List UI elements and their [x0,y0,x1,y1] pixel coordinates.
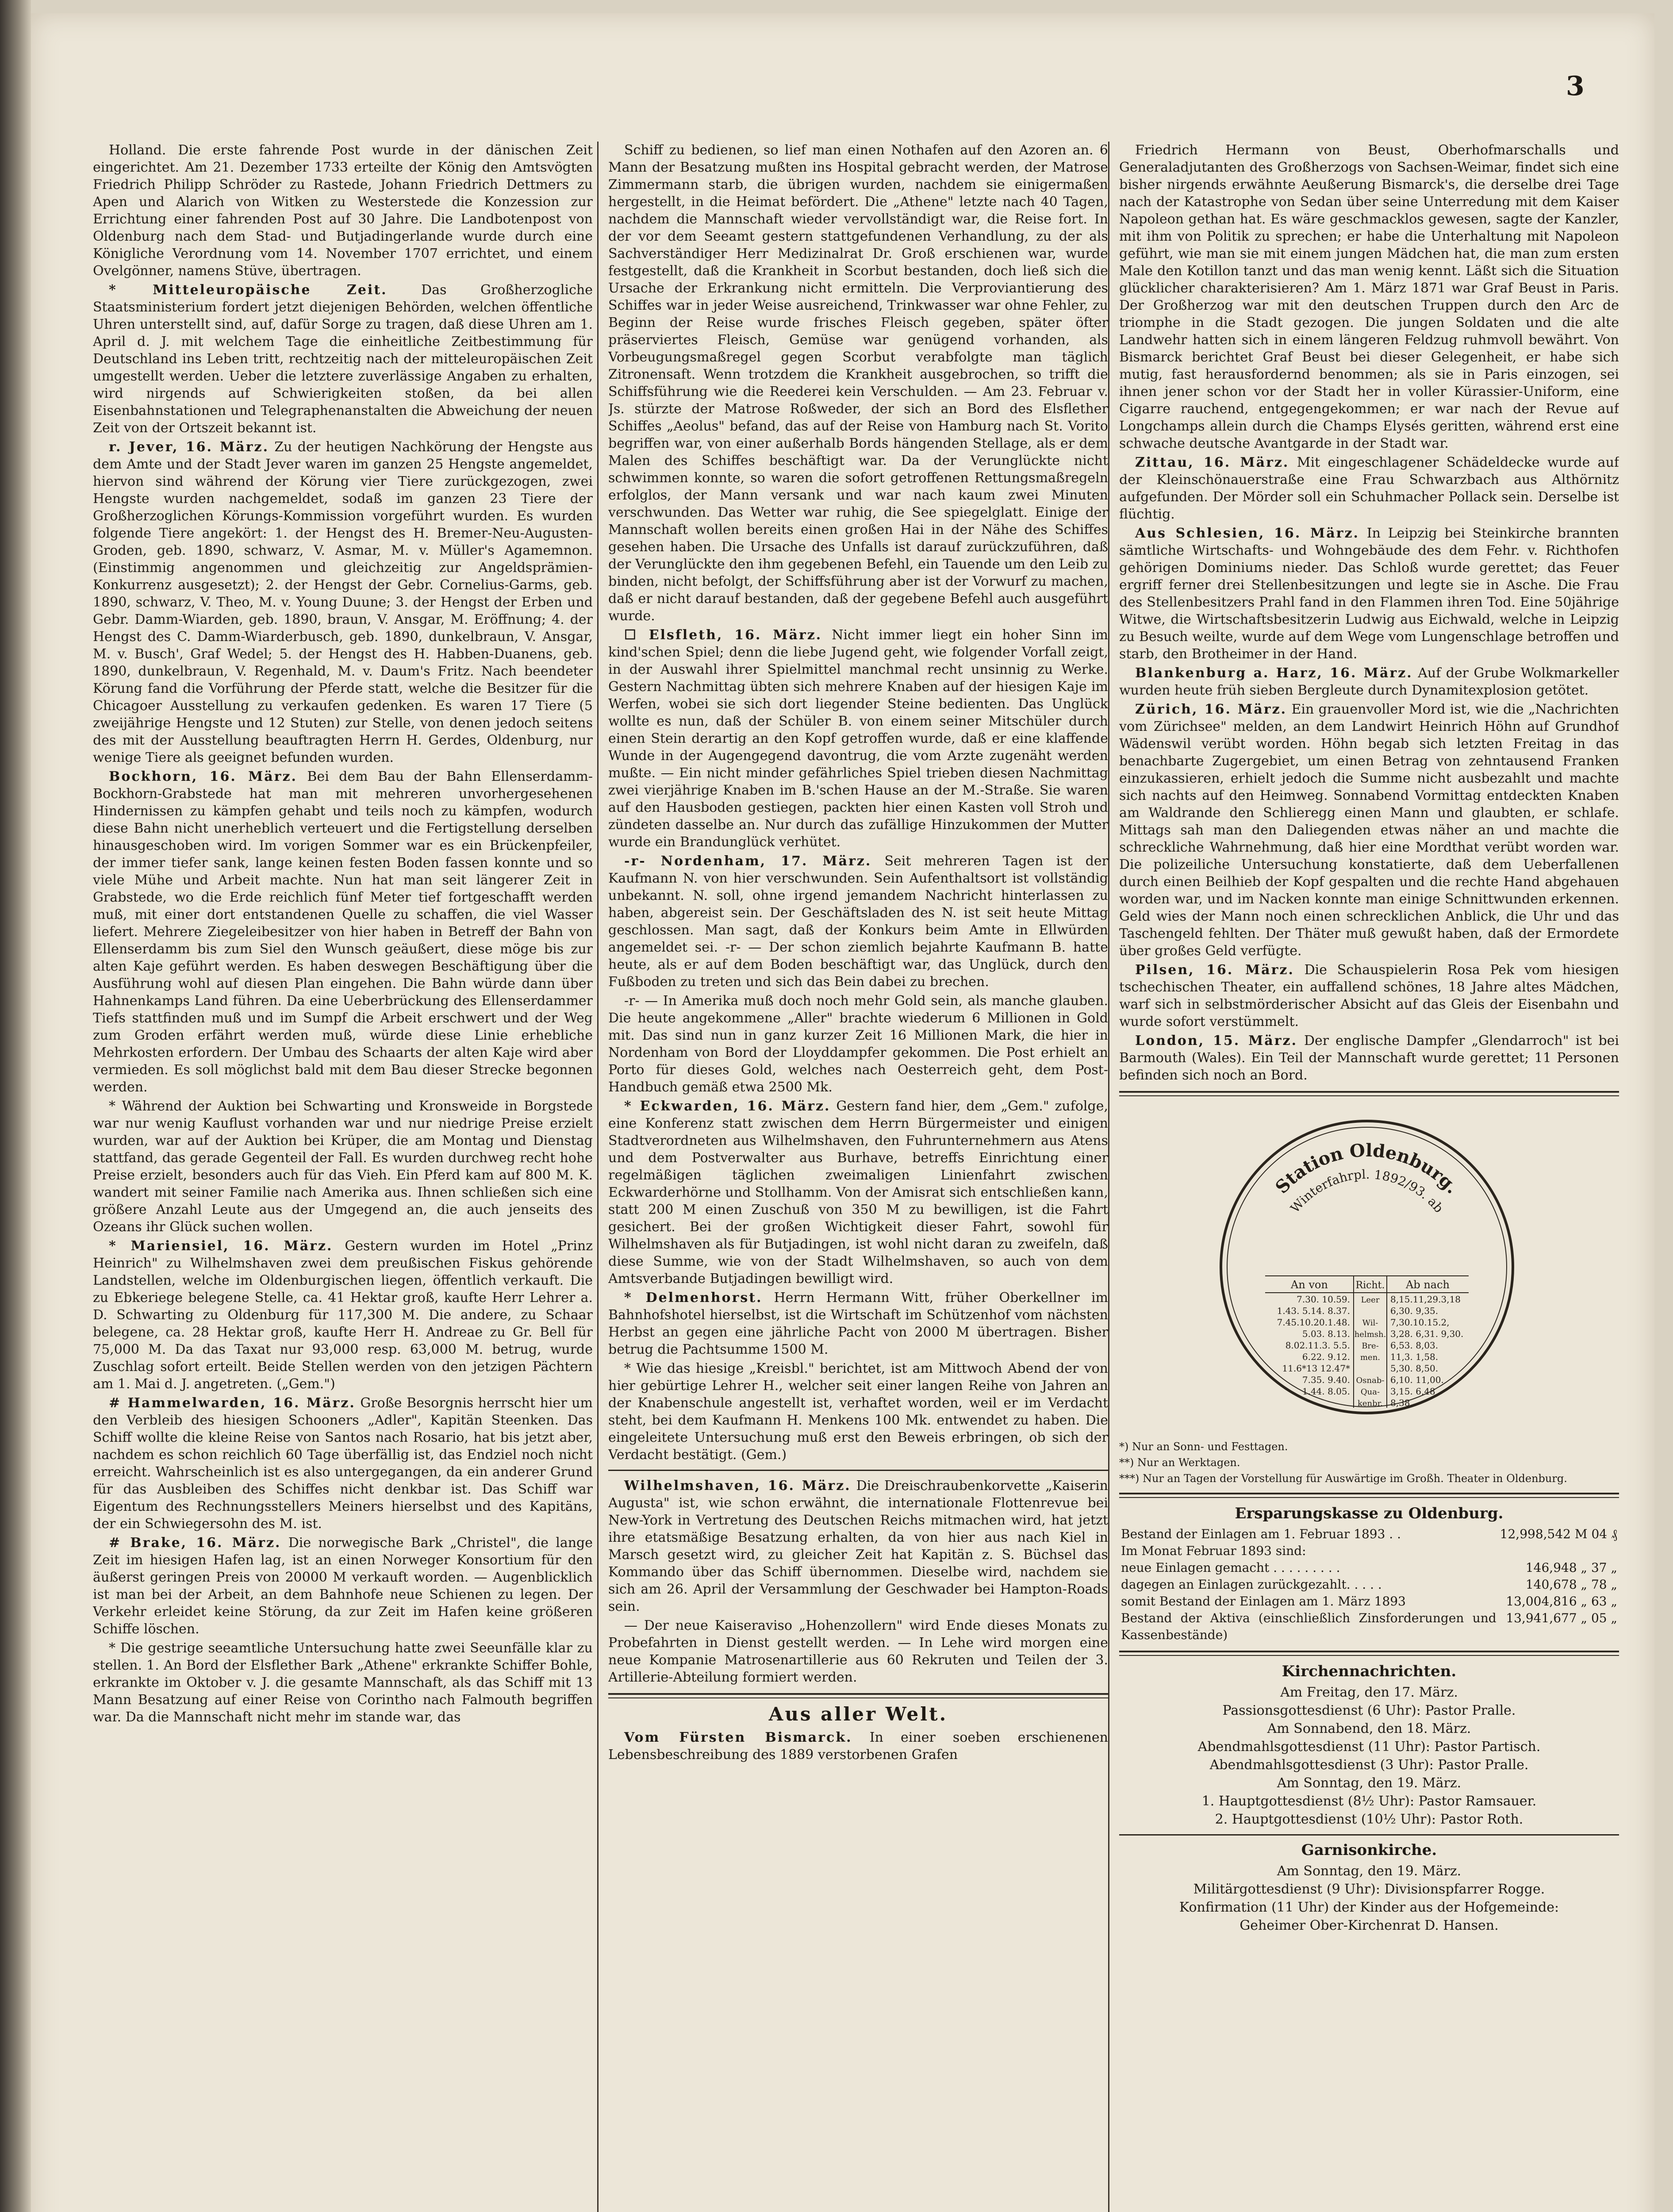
stamp-col-header: Ab nach [1406,1279,1450,1291]
article-text: * Während der Auktion bei Schwarting und Kronsweide in Borgstede war nur wenig Kauflust vorhanden war und nur niedrige Preise erzielt wurden, war auf der Auktion bei Krüper, die am Montag und Dienstag stattfand, das gerade Gegenteil der Fall. Es wurden durchweg recht hohe Preise erzielt, besonders auch für das Vieh. Ein Pferd kam auf 800 M. K. wandert mit seiner Familie nach Amerika aus. Ihnen schließen sich eine größere Anzahl Leute aus der Umgegend an, die auch jenseits des Ozeans ihr Glück suchen wollen. [93,1098,593,1235]
ledger-row [1119,1576,1619,1593]
stamp-cell-ab: 11,3. 1,58. [1390,1352,1439,1362]
ledger-label: Bestand der Aktiva (einschließlich Zinsforderungen und Kassenbestände) [1121,1611,1496,1642]
notice-line: Am Sonntag, den 19. März. [1277,1863,1462,1879]
page-binding-edge [0,0,31,2212]
savings-title: Ersparungskasse zu Oldenburg. [1235,1505,1504,1522]
stamp-cell-an: 6.22. 9.12. [1302,1352,1350,1362]
article-text: Friedrich Hermann von Beust, Oberhofmarschalls und Generaladjutanten des Großherzogs von Sachsen-Weimar, findet sich eine bisher nirgends erwähnte Aeußerung Bismarck's, die derselbe drei Tage nach der Katastrophe von Sedan über seine Unterredung mit dem Kaiser Napoleon gethan hat. Es wäre geschmacklos gewesen, sagte der Kanzler, mit ihm von Politik zu sprechen; er habe die Unterhaltung mit Napoleon geführt, wie man sie mit einem jungen Mädchen hat, die man zum ersten Male den Kotillon tanzt und das man wenig kennt. Läßt sich die Situation glücklicher charakterisieren? Am 1. März 1871 war Graf Beust in Paris. Der Großherzog war mit den deutschen Truppen durch den Arc de triomphe in die Stadt gezogen. Die jungen Soldaten und die alte Landwehr hatten sich in einem längeren Feldzug ruhmvoll bewährt. Von Bismarck berichtet Graf Beust bei dieser Gelegenheit, er habe sich mutig, fast herausfordernd benommen; als sie in Paris einzogen, sei ihnen jener schon vor der Stadt her in voller Kürassier-Uniform, eine Cigarre rauchend, entgegengekommen; er war nach der Revue auf Longchamps allein durch die Champs Elysés geritten, während erst eine schwache deutsche Avantgarde in der Stadt war. [1119,142,1619,451]
article-head: * Mitteleuropäische Zeit. [109,282,388,298]
article [608,626,1108,851]
stamp-cell-an: 7.45.10.20.1.48. [1277,1317,1350,1328]
church-notices [1119,1684,1619,1828]
article-text: Holland. Die erste fahrende Post wurde in der dänischen Zeit eingerichtet. Am 21. Dezember 1733 erteilte der König den Amtsvögten Friedrich Philipp Schröder zu Rastede, Johann Friedrich Dettmers zu Apen und Alarich von Witken zu Westerstede die Konzession zur Errichtung einer fahrenden Post auf 30 Jahre. Die Landbotenpost von Oldenburg nach dem Stad- und Butjadingerlande wurde durch eine Königliche Verordnung vom 14. November 1707 errichtet, und einem Ovelgönner, namens Stüve, übertragen. [93,142,593,279]
article-head: Zittau, 16. März. [1135,455,1289,470]
footnote: ***) Nur an Tagen der Vorstellung für Auswärtige im Großh. Theater in Oldenburg. [1119,1472,1567,1485]
stamp-cell-ab: 6,30. 9,35. [1390,1306,1439,1316]
stamp-cell-direction: Bre- [1362,1341,1379,1351]
article [1119,525,1619,663]
section-divider [1119,1091,1619,1096]
article [608,1289,1108,1358]
stamp-title: Station Oldenburg. [1271,1140,1463,1198]
article-text: Gestern fand hier, dem „Gem." zufolge, eine Konferenz statt zwischen dem Herrn Bürgermeister und einigen Stadtverordneten aus Wilhelmshaven, den Fuhrunternehmern aus Atens und dem Postverwalter aus Burhave, betreffs Einrichtung einer regelmäßigen täglichen zweimaligen Linienfahrt zwischen Eckwarderhörne und Stollhamm. Von der Amisrat sich entschließen kann, statt 200 M einen Zuschuß von 350 M zu bewilligen, ist die Fahrt gesichert. Bei der großen Wichtigkeit dieser Fahrt, sowohl für Wilhelmshaven als für Butjadingen, ist wohl nicht daran zu zweifeln, daß diese Summe, wie von der Stadt Wilhelmshaven, so auch von dem Amtsverbande Butjadingen bewilligt wird. [608,1098,1108,1286]
article-head: Bockhorn, 16. März. [109,769,297,784]
section-divider [1119,1834,1619,1836]
stamp-cell-ab: 6,53. 8,03. [1390,1340,1439,1351]
ledger-label: neue Einlagen gemacht . . . . . . . . . [1121,1560,1340,1575]
column-2 [608,142,1108,2212]
article-head: Blankenburg a. Harz, 16. März. [1135,665,1413,681]
savings-ledger [1119,1526,1619,1644]
garrison-title: Garnisonkirche. [1301,1841,1437,1859]
stamp-cell-an: 1.44. 8.05. [1302,1386,1350,1397]
stamp-cell-an: 5.03. 8.13. [1302,1329,1350,1339]
article [1119,1032,1619,1084]
column-rule [597,142,599,2212]
article-text: Das Großherzogliche Staatsministerium fordert jetzt diejenigen Behörden, welchen öffentliche Uhren unterstellt sind, auf, dafür Sorge zu tragen, daß diese Uhren am 1. April d. J. mit welchem Tage die einheitliche Zeitbestimmung für Deutschland ins Leben tritt, rechtzeitig nach der mitteleuropäischen Zeit umgestellt werden. Ueber die letztere zuverlässige Angaben zu erhalten, wird nirgends auf Schwierigkeiten stoßen, da bei allen Eisenbahnstationen und Telegraphenanstalten die Abweichung der neuen Zeit von der Ortszeit bekannt ist. [93,282,593,436]
article [608,1729,1108,1763]
article-head: # Hammelwarden, 16. März. [109,1395,356,1411]
stamp-cell-direction: Osnab- [1356,1376,1385,1385]
stamp-cell-ab: 8,38. [1390,1398,1413,1408]
ledger-row [1119,1543,1619,1559]
article-head: Aus Schlesien, 16. März. [1135,526,1359,541]
ledger-amount: 13,004,816 „ 63 „ [1506,1594,1617,1609]
stamp-cell-ab: 6,10. 11,00. [1390,1375,1444,1385]
article [93,1534,593,1638]
article-head: r. Jever, 16. März. [109,439,269,455]
ledger-amount: 146,948 „ 37 „ [1525,1560,1617,1575]
stamp-cell-direction: Qua- [1360,1387,1380,1397]
stamp-cell-ab: 3,15. 6,48 [1390,1386,1435,1397]
article-text: Ein grauenvoller Mord ist, wie die „Nachrichten vom Zürichsee" melden, an dem Landwirt Heinrich Höhn auf Grundhof Wädenswil verübt worden. Höhn begab sich letzten Freitag in das benachbarte Zugergebiet, um einen Betrag von zehntausend Franken einzukassieren, erhielt jedoch die Summe nicht ausbezahlt und machte sich nachts auf den Heimweg. Sonnabend Vormittag entdeckten Knaben am Waldrande den Schlieregg einen Mann und glaubten, er schlafe. Mittags sah man den Daliegenden etwas näher an und machte die schreckliche Wahrnehmung, daß hier eine Mordthat verübt worden war. Die polizeiliche Untersuchung konstatierte, daß dem Ueberfallenen durch einen Beilhieb der Kopf gespalten und die rechte Hand abgehauen worden war, und im Nacken konnte man einige Schnittwunden erkennen. Geld wies der Mann noch einen schrecklichen Anblick, die Uhr und das Taschengeld fehlten. Der Thäter muß gewußt haben, daß der Ermordete über großes Geld verfügte. [1119,702,1619,959]
stamp-cell-an: 8.02.11.3. 5.5. [1285,1340,1350,1351]
stamp-table [1265,1276,1469,1408]
garrison-notices [1119,1863,1619,1934]
article [93,438,593,766]
article-head: Wilhelmshaven, 16. März. [624,1478,851,1494]
article-head: Vom Fürsten Bismarck. [624,1730,852,1745]
article-head: London, 15. März. [1135,1033,1298,1048]
article-text: Nicht immer liegt ein hoher Sinn im kind'schen Spiel; denn die liebe Jugend geht, wie folgender Vorfall zeigt, in der Auswahl ihrer Spielmittel manchmal recht unsinnig zu Werke. Gestern Nachmittag übten sich mehrere Knaben auf der hiesigen Kaje im Werfen, wobei sie sich dort liegender Steine bedienten. Das Unglück wollte es nun, daß der Schüler B. von einem seiner Mitschüler durch einen Stein derartig an den Kopf getroffen wurde, daß er eine klaffende Wunde in der Augengegend davontrug, die vom Arzte zugenäht werden mußte. — Ein nicht minder gefährliches Spiel trieben diesen Nachmittag zwei vierjährige Knaben im B.'schen Hause an der M.-Straße. Sie waren auf den Hausboden gestiegen, packten hier einen Kasten voll Stroh und zündeten dasselbe an. Nur durch das zufällige Hinzukommen der Mutter wurde ein Brandunglück verhütet. [608,627,1108,850]
stamp-cell-ab: 3,28. 6,31. 9,30. [1390,1329,1464,1339]
footnote: *) Nur an Sonn- und Festtagen. [1119,1440,1288,1453]
timetable-stamp [1119,1103,1619,1440]
article-text: * Wie das hiesige „Kreisbl." berichtet, ist am Mittwoch Abend der von hier gebürtige Lehrer H., welcher seit einer langen Reihe von Jahren an der Knabenschule angestellt ist, verhaftet worden, weil er im Verdacht steht, bei dem Kaufmann H. Menkens 100 Mk. entwendet zu haben. Die eingeleitete Untersuchung muß erst den Beweis erbringen, ob sich der Verdacht bestätigt. (Gem.) [608,1361,1108,1463]
article [608,1477,1108,1615]
article [93,1237,593,1393]
ledger-label: somit Bestand der Einlagen am 1. März 1893 [1121,1594,1406,1609]
article-text: In Leipzig bei Steinkirche brannten sämtliche Wirtschafts- und Wohngebäude des dem Fehr. v. Richthofen gehörigen Dominiums nieder. Das Schloß wurde gerettet; das Feuer ergriff ferner drei Stellenbesitzungen und legte sie in Asche. Die Frau des Stellenbesitzers Prahl fand in den Flammen ihren Tod. Eine 50jährige Witwe, die Wirtschaftsbesitzerin Ludwig aus Eichwald, welche in Leipzig zu Besuch weilte, wurde auf dem Wege vom Lungenschlage betroffen und starb, den Brotheimer in der Hand. [1119,526,1619,662]
notice-line: 1. Hauptgottesdienst (8½ Uhr): Pastor Ramsauer. [1201,1793,1537,1809]
notice-line: Abendmahlsgottesdienst (3 Uhr): Pastor Pralle. [1209,1757,1529,1773]
article [1119,664,1619,699]
article-head: * Mariensiel, 16. März. [109,1238,333,1254]
article-text: — Der neue Kaiseraviso „Hohenzollern" wird Ende dieses Monats zu Probefahrten in Dienst gestellt werden. — In Lehe wird morgen eine neue Kompanie Matrosenartillerie aus 60 Rekruten und Teilen der 3. Artillerie-Abteilung formiert werden. [608,1618,1108,1685]
ledger-amount: 12,998,542 M 04 ₰ [1500,1527,1617,1541]
article-head: * Eckwarden, 16. März. [624,1098,831,1114]
article-head: Pilsen, 16. März. [1135,962,1294,978]
article [1119,454,1619,523]
article-text: Seit mehreren Tagen ist der Kaufmann N. von hier verschwunden. Sein Aufenthaltsort ist vollständig unbekannt. N. soll, ohne irgend jemandem Nachricht hinterlassen zu haben, abgereist sein. Der Geschäftsladen des N. ist seit heute Mittag geschlossen. Man sagt, daß der Konkurs beim Amte in Ellwürden angemeldet sei. -r- — Der schon ziemlich bejahrte Kaufmann B. hatte heute, als er auf dem Boden beschäftigt war, das Unglück, durch den Fußboden zu treten und sich das Bein dabei zu brechen. [608,853,1108,990]
article-text: Bei dem Bau der Bahn Ellenserdamm-Bockhorn-Grabstede hat man mit mehreren unvorhergesehenen Hindernissen zu kämpfen gehabt und teils noch zu kämpfen, wodurch diese Bahn nicht unerheblich verteuert und die Fertigstellung derselben hinausgeschoben wird. Im vorigen Sommer war es ein Brückenpfeiler, der immer tiefer sank, lange keinen festen Boden fassen konnte und so viele Mühe und Arbeit machte. Nun hat man seit längerer Zeit in Grabstede, wo die Erde reichlich fünf Meter tief fortgeschafft werden muß, mit einer dort entstandenen Quelle zu schaffen, die viel Wasser liefert. Mehrere Ziegeleibesitzer von hier haben in Betreff der Bahn von Ellenserdamm bis zum Siel den Wunsch geäußert, diese möge bis zur alten Kaje geführt werden. Es haben deswegen Beschäftigung über die Ausführung wohl auf diesen Plan eingehen. Die Bahn würde dann über Hahnenkamps Land führen. Da eine Ueberbrückung des Ellenserdammer Tiefs stattfinden muß und im Sumpf die Arbeit erschwert und der Weg zum Groden erfährt werden muß, würde diese Linie erhebliche Mehrkosten erfordern. Der Umbau des Schaarts der alten Kaje wird aber vermieden. Es soll möglichst bald mit dem Bau dieser Strecke begonnen werden. [93,769,593,1095]
article-text: Die Dreischraubenkorvette „Kaiserin Augusta" ist, wie schon erwähnt, die internationale Flottenrevue bei New-York in Vertretung des Deutschen Reichs mitmachen wird, hat jetzt ihre etatsmäßige Besatzung erhalten, da von hier aus nach Kiel in Marsch gesetzt wird, zu gleicher Zeit hat Kapitän z. S. Büchsel das Kommando über das Schiff übernommen. Dieselbe wird, nachdem sie sich am 26. April der Versammlung der Geschwader bei Hampton-Roads sein. [608,1478,1108,1614]
article-text: Mit eingeschlagener Schädeldecke wurde auf der Kleinschönauerstraße eine Frau Schwarzbach aus Althörnitz aufgefunden. Der Mörder soll ein Schuhmacher Pollack sein. Derselbe ist flüchtig. [1119,455,1619,522]
article-text: Große Besorgnis herrscht hier um den Verbleib des hiesigen Schooners „Adler", Kapitän Steenken. Das Schiff wollte die kleine Reise von Santos nach Rosario, hat bis jetzt aber, nachdem es schon reichlich 60 Tage überfällig ist, das Endziel noch nicht erreicht. Wahrscheinlich ist es also untergegangen, da ein anderer Grund für das Ausbleiben des Schiffes nicht denkbar ist. Das Schiff war Eigentum des Rechnungsstellers Meiners hierselbst und des Kapitäns, der ein Schwiegersohn des M. ist. [93,1395,593,1532]
church-title: Kirchennachrichten. [1282,1663,1457,1680]
ledger-label: Im Monat Februar 1893 sind: [1121,1544,1306,1558]
stamp-cell-ab: 5,30. 8,50. [1390,1363,1439,1374]
article-head: ☐ Elsfleth, 16. März. [624,627,822,643]
stamp-col-header: An von [1291,1279,1328,1291]
stamp-cell-direction: Wil- [1362,1318,1378,1328]
column-1 [93,142,593,2212]
ledger-amount: 13,941,677 „ 05 „ [1506,1611,1617,1625]
article [93,768,593,1096]
stamp-subtitle: Winterfahrpl. 1892/93. ab [1287,1167,1447,1216]
footnote: **) Nur an Werktagen. [1119,1456,1240,1469]
notice-line: Militärgottesdienst (9 Uhr): Divisionspfarrer Rogge. [1193,1882,1545,1897]
article-text: Schiff zu bedienen, so lief man einen Nothafen auf den Azoren an. 6 Mann der Besatzung mußten ins Hospital gebracht werden, der Matrose Zimmermann starb, die übrigen wurden, nachdem sie einigermaßen hergestellt, in die Heimat befördert. Die „Athene" letzte nach 40 Tagen, nachdem die Mannschaft wieder vervollständigt war, die Reise fort. In der vor dem Seeamt gestern stattgefundenen Verhandlung, zu der als Sachverständiger Herr Medizinalrat Dr. Groß erschienen war, wurde festgestellt, daß die Krankheit in Scorbut bestanden, doch ließ sich die Ursache der Erkrankung nicht ermitteln. Die Verproviantierung des Schiffes war in jeder Weise ausreichend, Trinkwasser war ohne Fehler, zu Beginn der Reise wurde frisches Fleisch gegeben, später öfter präserviertes Fleisch, Gemüse war genügend vorhanden, als Vorbeugungsmaßregel gegen Scorbut verabfolgte man täglich Zitronensaft. Wenn trotzdem die Krankheit ausgebrochen, so trifft die Schiffsführung wie die Reederei kein Verschulden. — Am 23. Februar v. Js. stürzte der Matrose Roßweder, der sich an Bord des Elsflether Schiffes „Aeolus" befand, das auf der Reise von Hamburg nach St. Vorito begriffen war, von einer außerhalb Bords hängenden Stellage, als er dem Malen des Schiffes beschäftigt war. Da der Verunglückte nicht schwimmen konnte, so waren die sofort getroffenen Rettungsmaßregeln erfolglos, der Mann versank und war nach kaum zwei Minuten verschwunden. Das Wetter war ruhig, die See spiegelglatt. Einige der Mannschaft wollen bereits einen großen Hai in der Nähe des Schiffes gesehen haben. Die Ursache des Unfalls ist darauf zurückzuführen, daß der Verunglückte den ihm gegebenen Befehl, ein Tauende um den Leib zu binden, nicht befolgt, der Schiffsführung aber ist der Vorwurf zu machen, daß er nicht darauf bestanden, daß der gegebene Befehl auch ausgeführt wurde. [608,142,1108,624]
stamp-cell-an: 11.6*13 12.47* [1282,1363,1350,1374]
article-head: Zürich, 16. März. [1135,702,1287,717]
page-number: 3 [1566,71,1585,102]
article-head: -r- Nordenham, 17. März. [624,853,872,869]
stamp-cell-direction: men. [1360,1353,1381,1362]
notice-line: Am Freitag, den 17. März. [1280,1685,1458,1700]
ledger-label: dagegen an Einlagen zurückgezahlt. . . . . [1121,1577,1382,1592]
section-divider [1119,1493,1619,1498]
article [608,853,1108,991]
article-text: Auf der Grube Wolkmarkeller wurden heute früh sieben Bergleute durch Dynamitexplosion getötet. [1119,665,1619,698]
column-rule [1108,142,1109,2212]
stamp-cell-ab: 8,15.11,29.3,18 [1390,1294,1461,1305]
section-title: Aus aller Welt. [768,1703,948,1725]
article [93,1394,593,1532]
ledger-amount [1498,1543,1619,1559]
notice-line: Am Sonnabend, den 18. März. [1267,1721,1471,1736]
article-text: Zu der heutigen Nachkörung der Hengste aus dem Amte und der Stadt Jever waren im ganzen 25 Hengste angemeldet, hiervon sind während der Körung vier Tiere zurückgezogen, zwei Hengste wurden nachgemeldet, sodaß im ganzen 23 Tiere der Großherzoglichen Körungs-Kommission vorgeführt wurden. Es wurden folgende Tiere angekört: 1. der Hengst des H. Bremer-Neu-Augusten-Groden, geb. 1890, schwarz, V. Asmar, M. v. Müller's Agamemnon. (Einstimmig angenommen und gleichzeitig zur Angeldsprämien-Konkurrenz ausgesetzt); 2. der Hengst der Gebr. Cornelius-Garms, geb. 1890, schwarz, V. Theo, M. v. Young Duune; 3. der Hengst der Erben und Gebr. Damm-Wiarden, geb. 1890, braun, V. Ansgar, M. Eröffnung; 4. der Hengst des C. Damm-Wiarderbusch, geb. 1890, dunkelbraun, V. Ansgar, M. v. Busch', Graf Wedel; 5. der Hengst des H. Habben-Duanens, geb. 1890, dunkelbraun, V. Regenhald, M. v. Daum's Fritz. Nach beendeter Körung fand die Vorführung der Pferde statt, welche die Besitzer für die Chicagoer Ausstellung zu verkaufen gedenken. Es waren 17 Tiere (5 zweijährige Hengste und 12 Stuten) zur Stelle, von denen jedoch seitens des mit der Ausstellung beauftragten Herrn H. Gerdes, Oldenburg, nur wenige Tiere als geeignet befunden wurden. [93,439,593,765]
article-text: * Die gestrige seeamtliche Untersuchung hatte zwei Seeunfälle klar zu stellen. 1. An Bord der Elsflether Bark „Athene" erkrankte Schiffer Bohle, erkrankte im Oktober v. J. die gesamte Mannschaft, als das Schiff mit 13 Mann Besatzung auf einer Reise von Corintho nach Falmouth begriffen war. Da die Mannschaft nicht mehr im stande war, das [93,1640,593,1725]
stamp-cell-an: 7.30. 10.59. [1297,1294,1350,1305]
notice-line: Geheimer Ober-Kirchenrat D. Hansen. [1239,1918,1499,1933]
article-text: Die Schauspielerin Rosa Pek vom hiesigen tschechischen Theater, ein auffallend schönes, 18 Jahre altes Mädchen, warf sich in selbstmörderischer Absicht auf das Gleis der Eisenbahn und wurde sofort verstümmelt. [1119,962,1619,1029]
article-text: In einer soeben erschienenen Lebensbeschreibung des 1889 verstorbenen Grafen [608,1730,1108,1763]
section-divider [608,1470,1108,1471]
notice-line: Abendmahlsgottesdienst (11 Uhr): Pastor Partisch. [1197,1739,1541,1755]
article [1119,961,1619,1030]
article [608,1098,1108,1287]
ledger-label: Bestand der Einlagen am 1. Februar 1893 . . [1121,1527,1401,1541]
article [1119,701,1619,960]
article-text: Herrn Hermann Witt, früher Oberkellner im Bahnhofshotel hierselbst, ist die Wirtschaft im Schützenhof vom nächsten Herbst an gegen eine jährliche Pacht von 2000 M übertragen. Bisher betrug die Pachtsumme 1500 M. [608,1290,1108,1357]
stamp-col-header: Richt. [1355,1280,1385,1291]
article [93,281,593,437]
notice-line: Konfirmation (11 Uhr) der Kinder aus der Hofgemeinde: [1179,1900,1559,1915]
timetable-seal [1208,1108,1526,1426]
column-3 [1119,142,1619,2212]
stamp-cell-direction: Leer [1361,1295,1380,1305]
notice-line: Passionsgottesdienst (6 Uhr): Pastor Pralle. [1222,1703,1516,1718]
ledger-row [1119,1526,1619,1543]
article-text: Der englische Dampfer „Glendarroch" ist bei Barmouth (Wales). Ein Teil der Mannschaft wurde gerettet; 11 Personen befinden sich noch an Bord. [1119,1033,1619,1083]
section-divider [1119,1651,1619,1656]
article-text: -r- — In Amerika muß doch noch mehr Gold sein, als manche glauben. Die heute angekommene „Aller" brachte wiederum 6 Millionen in Gold mit. Das sind nun in ganz kurzer Zeit 16 Millionen Mark, die hier in Nordenham von Bord der Lloyddampfer gekommen. Die Post erhielt an Porto für dieses Gold, welches nach Oesterreich geht, dem Post-Handbuch gemäß etwa 2500 Mk. [608,993,1108,1095]
stamp-cell-ab: 7,30.10.15.2, [1390,1317,1450,1328]
section-divider [608,1693,1108,1698]
ledger-amount: 140,678 „ 78 „ [1525,1577,1617,1592]
stamp-cell-direction: kenbr. [1357,1399,1383,1408]
article-head: # Brake, 16. März. [109,1535,281,1551]
article-text: Die norwegische Bark „Christel", die lange Zeit im hiesigen Hafen lag, ist an einen Norweger Konsortium für den äußerst geringen Preis von 20000 M verkauft worden. — Augenblicklich ist man bei der Arbeit, an dem Bahnhofe neue Schienen zu legen. Der Verkehr erleidet keine Störung, da zur Zeit im Hafen keine größeren Schiffe löschen. [93,1535,593,1637]
footnotes [1119,1440,1619,1486]
ledger-row [1119,1593,1619,1610]
ledger-row [1119,1610,1619,1644]
notice-line: Am Sonntag, den 19. März. [1277,1775,1462,1791]
stamp-cell-an: 1.43. 5.14. 8.37. [1277,1306,1350,1316]
stamp-cell-an: 7.35. 9.40. [1302,1375,1350,1385]
notice-line: 2. Hauptgottesdienst (10½ Uhr): Pastor Roth. [1215,1812,1523,1827]
article-text: Gestern wurden im Hotel „Prinz Heinrich" zu Wilhelmshaven zwei dem preußischen Fiskus gehörende Landstellen, welche im Oldenburgischen liegen, öffentlich verkauft. Die zu Ebkeriege belegene Stelle, ca. 41 Hektar groß, kaufte Herr Lehrer a. D. Schwarting zu Oldenburg für 117,300 M. Die andere, zu Schaar belegene, ca. 28 Hektar groß, kaufte Herr H. Andreae zu Gr. Bell für 75,000 M. Da das Taxat nur 93,000 resp. 63,000 M. betrug, wurde Zuschlag sofort erteilt. Beide Stellen werden von den jetzigen Pächtern am 1. Mai d. J. angetreten. („Gem.") [93,1238,593,1392]
article-head: * Delmenhorst. [624,1290,763,1306]
stamp-cell-direction: helmsh. [1354,1330,1386,1339]
ledger-row [1119,1559,1619,1576]
